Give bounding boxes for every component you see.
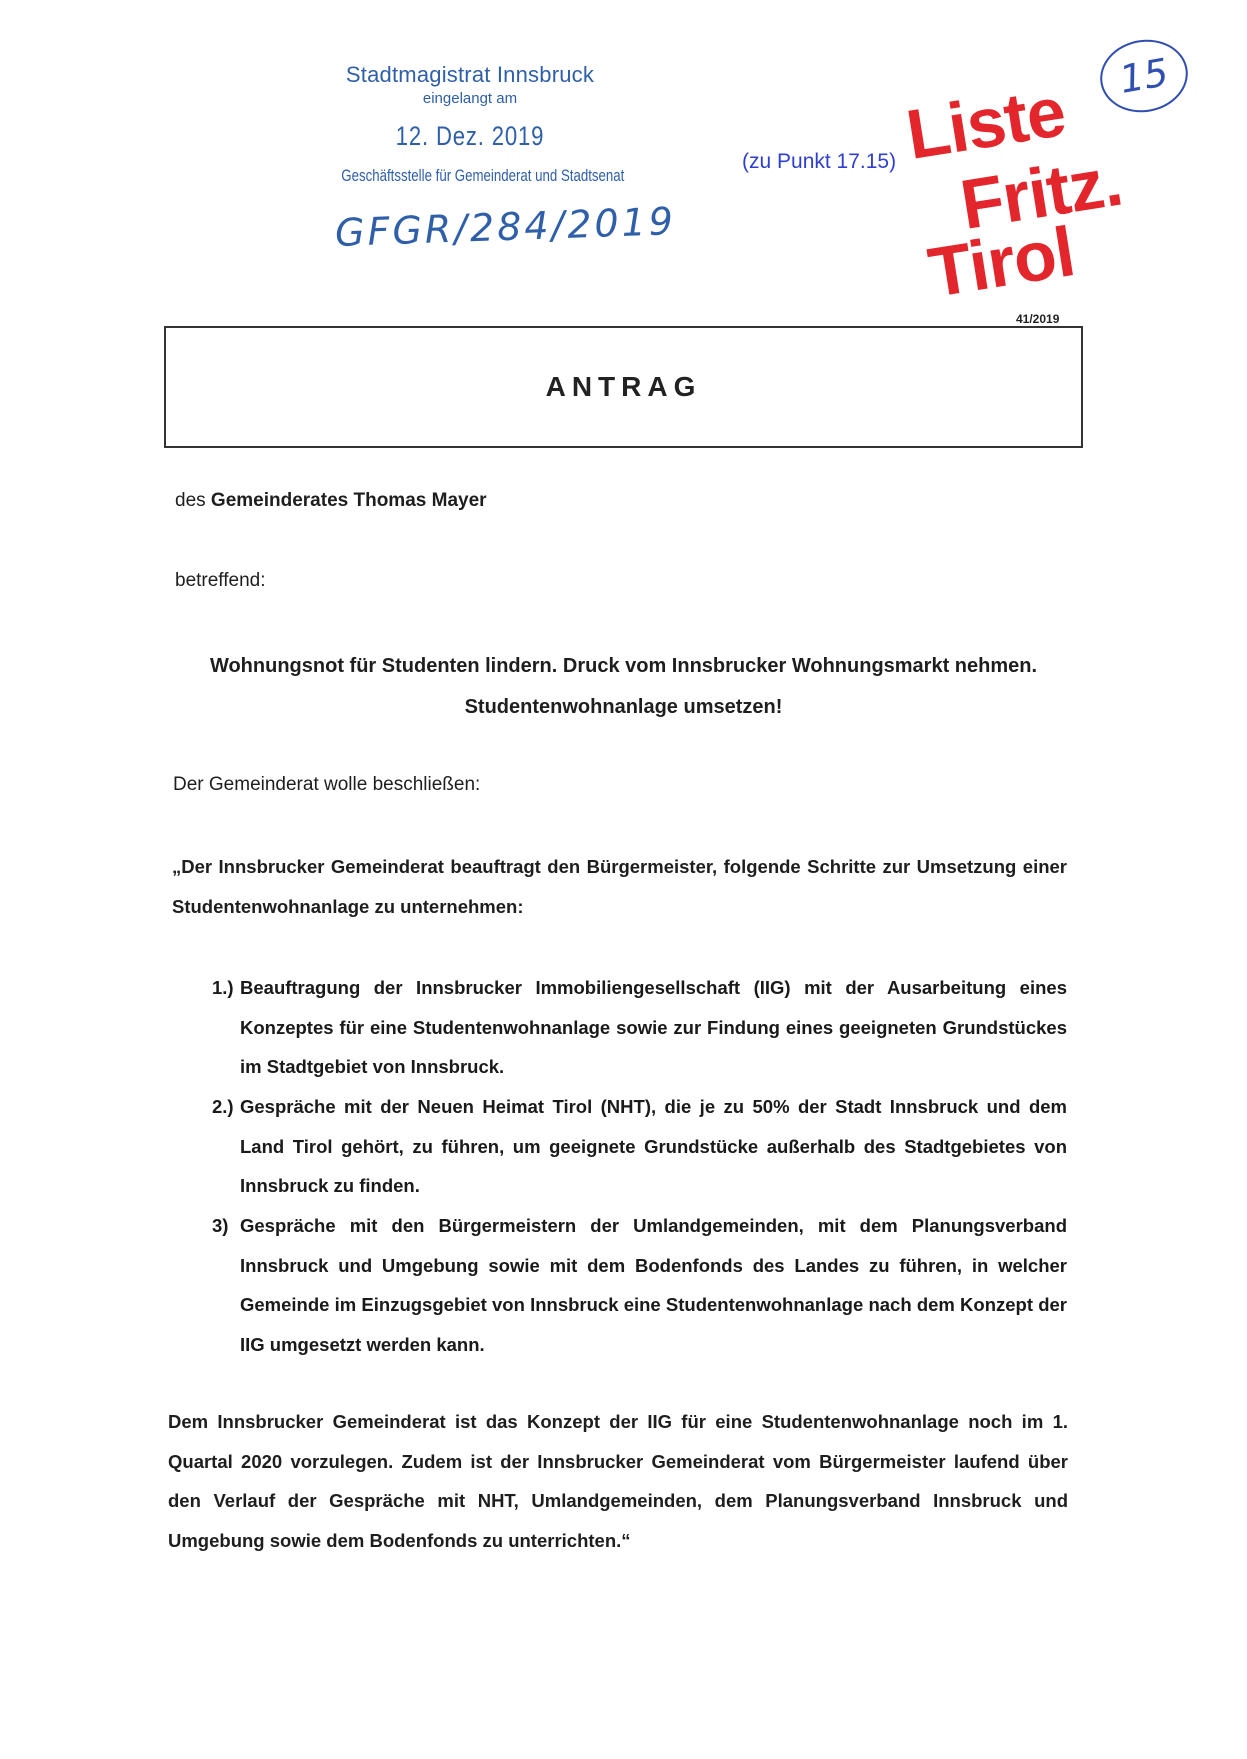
list-item-text: Beauftragung der Innsbrucker Immobiliengesellschaft (IIG) mit der Ausarbeitung eines Konzeptes für eine Studentenwohnanlage sowie zur Findung eines geeigneten Grundstückes im Stadtgebiet von Innsbruck. xyxy=(240,977,1067,1077)
stamp-department: Geschäftsstelle für Gemeinderat und Stadtsenat xyxy=(341,166,625,185)
logo-line-3: Tirol xyxy=(923,212,1080,312)
logo-line-2: Fritz. xyxy=(955,141,1127,244)
stamp-received-label: eingelangt am xyxy=(422,90,518,107)
received-stamp xyxy=(305,62,635,186)
list-item-number: 2.) xyxy=(212,1096,234,1117)
subject-line-2: Studentenwohnanlage umsetzen! xyxy=(464,696,783,718)
list-item xyxy=(212,1206,1067,1364)
logo-line-1: Liste xyxy=(901,72,1071,174)
list-item xyxy=(212,968,1067,1087)
closing-text: Dem Innsbrucker Gemeinderat ist das Konzept der IIG für eine Studentenwohnanlage noch im 1. Quartal 2020 vorzulegen. Zudem ist der Innsbrucker Gemeinderat vom Bürgermeister laufend über den Verlauf der Gespräche mit NHT, Umlandgemeinden, dem Planungsverband Innsbruck und Umgebung sowie dem Bodenfonds zu unterrichten.“ xyxy=(168,1411,1068,1551)
list-item xyxy=(212,1087,1067,1206)
document-title: ANTRAG xyxy=(545,371,702,402)
resolution-text: „Der Innsbrucker Gemeinderat beauftragt den Bürgermeister, folgende Schritte zur Umsetzung einer Studentenwohnanlage zu unternehmen: xyxy=(172,856,1067,917)
list-item-number: 3) xyxy=(212,1215,229,1236)
subject xyxy=(175,646,1072,728)
party-logo xyxy=(901,72,1145,312)
stamp-handwritten-number: GFGR/284/2019 xyxy=(334,199,677,255)
list-item-text: Gespräche mit der Neuen Heimat Tirol (NHT), die je zu 50% der Stadt Innsbruck und dem Land Tirol gehört, zu führen, um geeignete Grundstücke außerhalb des Stadtgebietes von Innsbruck zu finden. xyxy=(240,1096,1067,1196)
subject-line-1: Wohnungsnot für Studenten lindern. Druck vom Innsbrucker Wohnungsmarkt nehmen. xyxy=(209,655,1038,677)
title-box xyxy=(164,326,1083,448)
proposer-line xyxy=(175,490,487,512)
proposer-prefix: des xyxy=(175,490,206,511)
agenda-reference: (zu Punkt 17.15) xyxy=(742,150,897,173)
stamp-office: Stadtmagistrat Innsbruck xyxy=(345,62,595,87)
list-item-number: 1.) xyxy=(212,977,234,998)
circled-number-text: 15 xyxy=(1116,50,1172,102)
regarding-label: betreffend: xyxy=(175,570,266,591)
intro-text: Der Gemeinderat wolle beschließen: xyxy=(173,774,481,795)
document-number: 41/2019 xyxy=(1016,312,1060,326)
list-item-text: Gespräche mit den Bürgermeistern der Umlandgemeinden, mit dem Planungsverband Innsbruck und Umgebung sowie mit dem Bodenfonds des Landes zu führen, in welcher Gemeinde im Einzugsgebiet von Innsbruck eine Studentenwohnanlage nach dem Konzept der IIG umgesetzt werden kann. xyxy=(240,1215,1067,1355)
proposer-name: Gemeinderates Thomas Mayer xyxy=(210,490,487,511)
stamp-date: 12. Dez. 2019 xyxy=(395,121,545,151)
